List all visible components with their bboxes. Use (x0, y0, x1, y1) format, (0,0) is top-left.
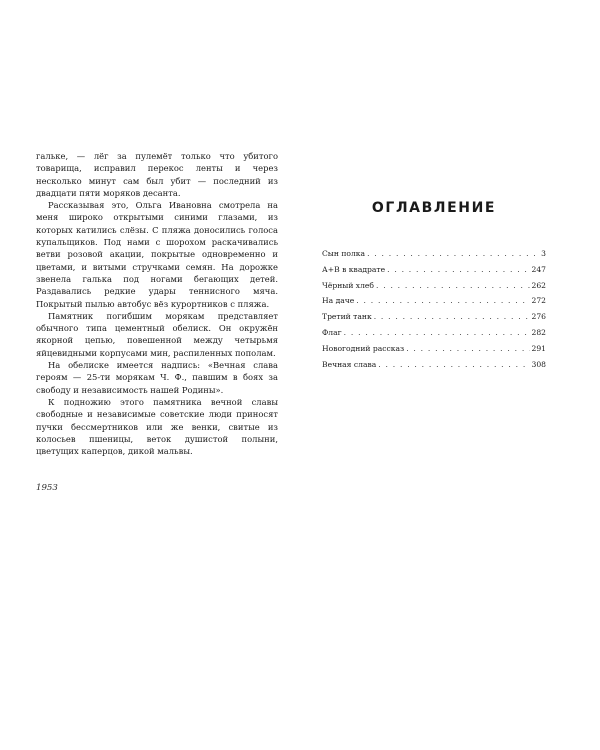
toc-entry (322, 278, 546, 294)
body-paragraph: гальке, — лёг за пулемёт только что убитого товарища, исправил перекос ленты и через несколько минут сам был убит — последний из двадцати пяти моряков десанта. (36, 151, 278, 198)
story-date: 1953 (36, 483, 58, 494)
toc-dot-leader (406, 341, 529, 357)
toc-entry (322, 309, 546, 325)
toc-entry-page: 3 (541, 249, 546, 258)
left-page (36, 150, 278, 493)
toc-entry-page: 276 (531, 312, 546, 322)
toc-entry-title: Флаг (322, 327, 342, 337)
toc-entry-page: 308 (531, 359, 546, 369)
toc-entry-title: Новогодний рассказ (322, 343, 405, 353)
toc-entry-title: На даче (322, 296, 355, 306)
right-page (322, 200, 546, 372)
toc-dot-leader (356, 293, 529, 309)
toc-entry-page: 282 (531, 327, 546, 337)
toc-entry-page: 272 (531, 296, 546, 306)
toc-entry (322, 357, 546, 373)
toc-entry (322, 325, 546, 341)
body-paragraph: На обелиске имеется надпись: «Вечная слава героям — 25-ти морякам Ч. Ф., павшим в боях за свободу и независимость нашей Родины». (36, 360, 278, 395)
toc-entry-title: А+В в квадрате (322, 264, 386, 274)
toc-title: ОГЛАВЛЕНИЕ (371, 200, 497, 216)
toc-entry-title: Третий танк (322, 312, 372, 322)
toc-dot-leader (376, 278, 530, 294)
toc-entry (322, 262, 546, 278)
body-paragraph: К подножию этого памятника вечной славы свободные и независимые советские люди приносят пучки бессмертников или же венки, свитые из колосьев пшеницы, веток душистой полыни, цветущих каперцов, дикой мальвы. (36, 396, 278, 457)
toc-dot-leader (378, 357, 529, 373)
toc-dot-leader (344, 325, 530, 341)
toc-entry-title: Вечная слава (322, 359, 377, 369)
toc-entry (322, 246, 546, 262)
toc-entry-page: 262 (531, 280, 546, 290)
body-paragraph: Памятник погибшим морякам представляет обычного типа цементный обелиск. Он окружён якорной цепью, повешенной между четырьмя яйцевидными корпусами мин, распиленных пополам. (36, 310, 278, 358)
toc-entry-title: Чёрный хлеб (322, 280, 374, 290)
toc-dot-leader (367, 246, 539, 262)
toc-list (322, 246, 546, 372)
body-paragraph: Рассказывая это, Ольга Ивановна смотрела на меня широко открытыми синими глазами, из которых катились слёзы. С пляжа доносились голоса купальщиков. Под нами с шорохом раскачивались ветви розовой акации, покрытые одновременно и цветами, и витыми стручками семян. На дорожке звенела галька под ногами бегающих детей. Раздавались редкие удары теннисного мяча. Покрытый пылью автобус вёз курортников с пляжа. (36, 200, 278, 309)
toc-dot-leader (374, 309, 530, 325)
toc-entry (322, 293, 546, 309)
toc-entry-title: Сын полка (322, 249, 366, 258)
toc-dot-leader (387, 262, 529, 278)
toc-entry-page: 247 (531, 264, 546, 274)
toc-entry-page: 291 (531, 343, 546, 353)
toc-entry (322, 341, 546, 357)
